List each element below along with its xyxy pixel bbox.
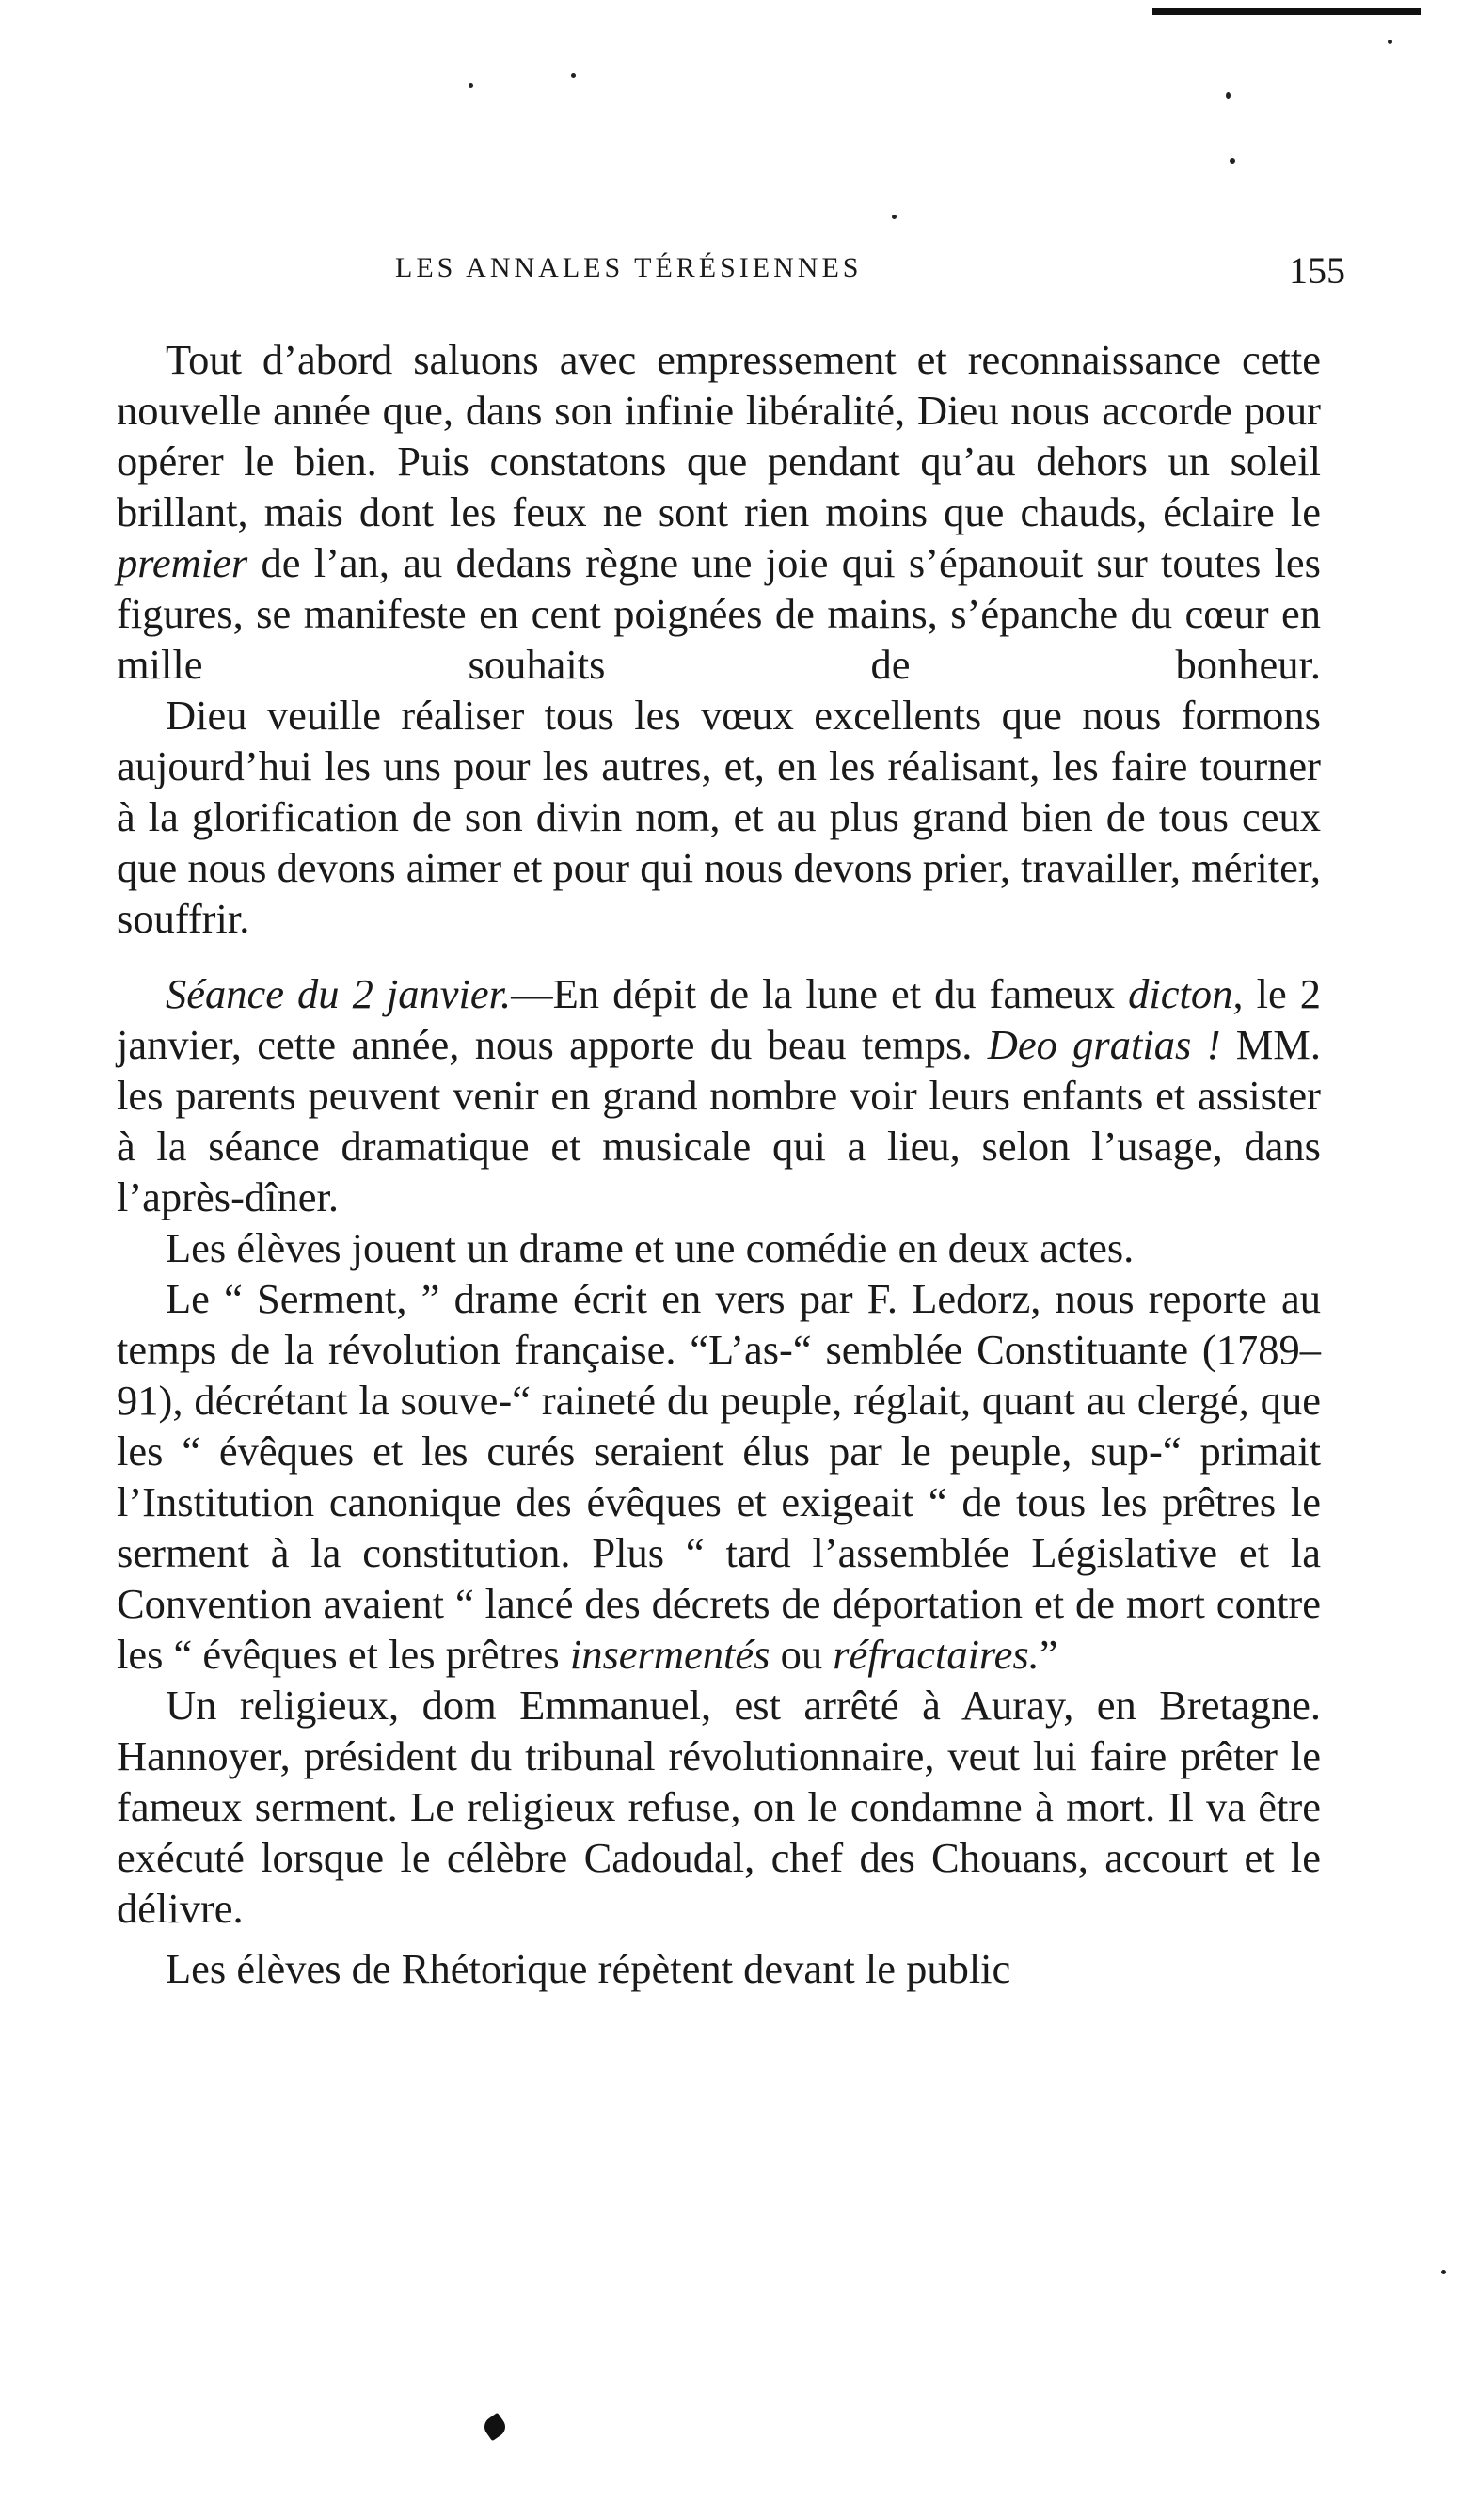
scan-speck xyxy=(892,215,897,219)
italic-word: réfractaires. xyxy=(833,1631,1040,1678)
paragraph xyxy=(117,1943,1321,1994)
paragraph-text: Un religieux, dom Emmanuel, est arrêté à Auray, en Bretagne. Hannoyer, président du tribunal révolutionnaire, veut lui faire prêter le fameux serment. Le religieux refuse, on le condamne à mort. Il va être exécuté lorsque le célèbre Cadoudal, chef des Chouans, accourt et le délivre. xyxy=(117,1682,1321,1932)
paragraph-text: Les élèves de Rhétorique répètent devant le public xyxy=(166,1945,1011,1992)
paragraph-text: —En dépit de la lune et du fameux xyxy=(511,970,1129,1017)
paragraph-text: Tout d’abord saluons avec empressement et reconnaissance cette nouvelle année que, dans son infinie libéralité, Dieu nous accorde pour opérer le bien. Puis constatons que pendant qu’au dehors un soleil brillant, mais dont les feux ne sont rien moins que chauds, éclaire le xyxy=(117,336,1321,535)
paragraph-text: ” xyxy=(1039,1631,1058,1678)
running-header xyxy=(395,249,1345,299)
scan-speck xyxy=(1441,2270,1446,2274)
paragraph-text: Les élèves jouent un drame et une comédie en deux actes. xyxy=(166,1224,1135,1271)
paragraph xyxy=(117,1273,1321,1680)
italic-word: premier xyxy=(117,539,248,586)
paragraph xyxy=(117,968,1321,1222)
scan-speck xyxy=(469,83,473,88)
italic-phrase: Deo gratias ! xyxy=(987,1021,1221,1068)
paragraph-text: Dieu veuille réaliser tous les vœux excellents que nous formons aujourd’hui les uns pour les autres, et, en les réalisant, les faire tourner à la glorification de son divin nom, et au plus grand bien de tous ceux que nous devons aimer et pour qui nous devons prier, travailler, mériter, souffrir. xyxy=(117,692,1321,942)
top-border-rule xyxy=(1152,8,1421,15)
paragraph xyxy=(117,1680,1321,1934)
paragraph xyxy=(117,334,1321,690)
running-title: LES ANNALES TÉRÉSIENNES xyxy=(395,252,863,283)
paragraph-text: ou xyxy=(770,1631,834,1678)
scan-speck xyxy=(1230,158,1235,164)
scan-speck xyxy=(571,73,576,78)
paragraph-text: MM. les parents peuvent venir en grand nombre voir leurs enfants et assister à la séance dramatique et musicale qui a lieu, selon l’usage, dans l’après-dîner. xyxy=(117,1021,1321,1220)
scan-speck xyxy=(1226,92,1231,99)
italic-word: insermentés xyxy=(569,1631,770,1678)
paragraph-text: Le “ Serment, ” drame écrit en vers par F. Ledorz, nous reporte au temps de la révolution française. “L’as-“ semblée Constituante (1789–91), décrétant la souve-“ raineté du peuple, réglait, quant au clergé, que les “ évêques et les curés seraient élus par le peuple, sup-“ primait l’Institution canonique des évêques et exigeait “ de tous les prêtres le serment à la constitution. Plus “ tard l’assemblée Législative et la Convention avaient “ lancé des décrets de déportation et de mort contre les “ évêques et les prêtres xyxy=(117,1275,1321,1678)
paragraph-text: le 2 janvier, cette année, nous apporte du beau temps. xyxy=(117,970,1321,1068)
italic-word: dicton, xyxy=(1128,970,1244,1017)
paragraph xyxy=(117,690,1321,944)
body-text xyxy=(117,334,1321,1994)
paragraph-text: de l’an, au dedans règne une joie qui s’épanouit sur toutes les figures, se manifeste en cent poignées de mains, s’épanche du cœur en mille souhaits de bonheur. xyxy=(117,539,1321,688)
paragraph xyxy=(117,1222,1321,1273)
page-number: 155 xyxy=(1289,249,1345,292)
scan-speck xyxy=(1388,40,1392,44)
ink-stain xyxy=(481,2413,510,2442)
session-heading: Séance du 2 janvier. xyxy=(166,970,512,1017)
